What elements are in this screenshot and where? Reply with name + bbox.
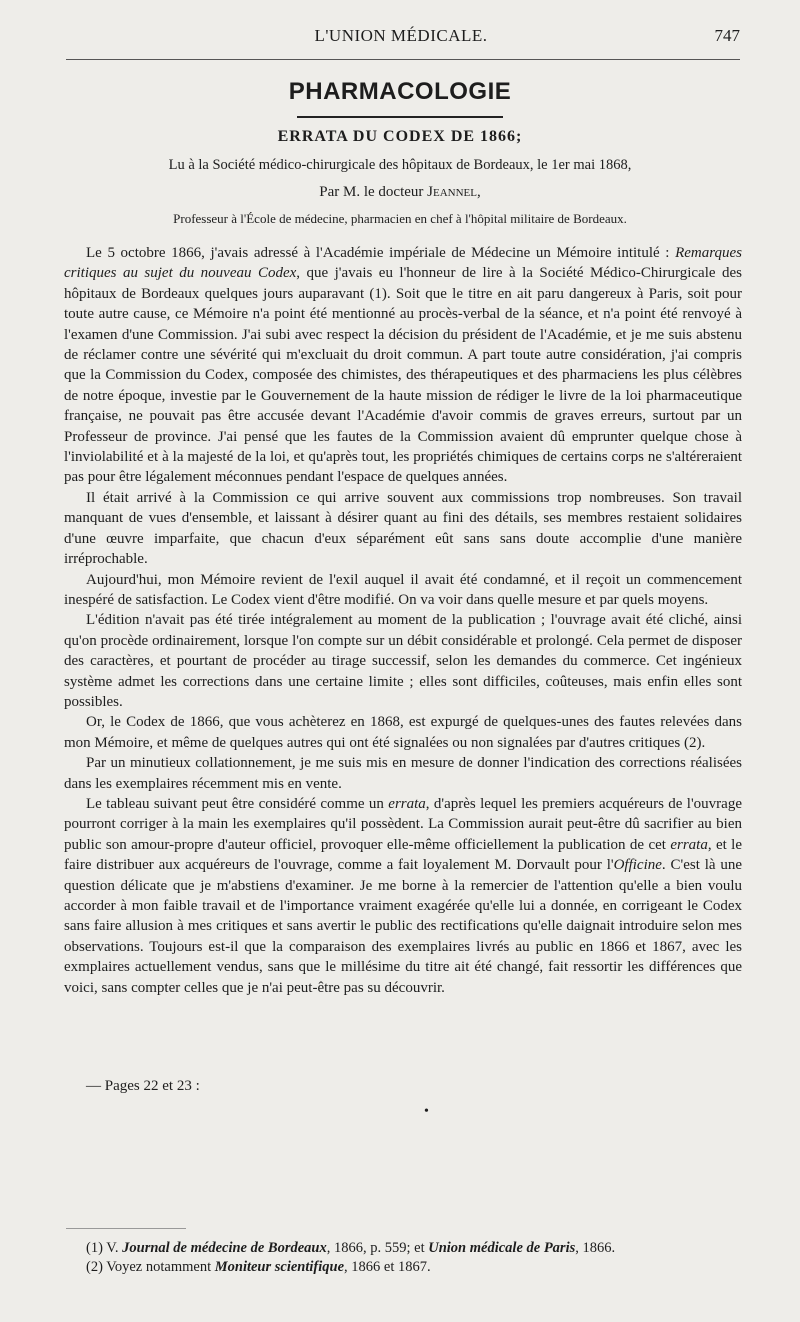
paragraph-4: L'édition n'avait pas été tirée intégralement au moment de la publication ; l'ouvrage avait été cliché, ainsi qu'on procède ordinairement, lorsque l'on compte sur un débit considérable et prolongé. Cela permet de disposer des caractères, et pourtant de procéder au tirage successif, selon les demandes du commerce. Cet ingénieux système admet les corrections dans une certaine limite ; elles sont difficiles, coûteuses, mais enfin elles sont possibles. <box>64 612 742 710</box>
running-head <box>62 26 740 50</box>
author-name: Jeannel, <box>427 184 481 200</box>
page-number: 747 <box>714 26 740 45</box>
paragraph-3: Aujourd'hui, mon Mémoire revient de l'exil auquel il avait été condamné, et il reçoit un commencement inespéré de satisfaction. Le Codex vient d'être modifié. On va voir dans quelle mesure et par quels moyens. <box>64 571 742 608</box>
paragraph-2: Il était arrivé à la Commission ce qui arrive souvent aux commissions trop nombreuses. Son travail manquant de vues d'ensemble, et laissant à désirer quant au fini des détails, ses membres restaient solidaires d'une œuvre imparfaite, que chacun d'eux séparément eût sans sans doute accomplie d'une manière irréprochable. <box>64 489 742 568</box>
section-title: PHARMACOLOGIE <box>288 78 512 105</box>
bullet-mark: • <box>424 1104 429 1119</box>
paragraph-7: Le tableau suivant peut être considéré comme un errata, d'après lequel les premiers acquéreurs de l'ouvrage pourront corriger à la main les exemplaires qu'il possèdent. La Commission aurait peut-être dû sacrifier au bien public son amour-propre d'auteur officiel, provoquer elle-même officiellement la publication de cet errata, et le faire distribuer aux acquéreurs de l'ouvrage, comme a fait loyalement M. Dorvault pour l'Officine. C'est là une question délicate que je m'abstiens d'examiner. Je me borne à la remercier de l'attention qu'elle a bien voulu accorder à mon faible travail et de l'importance vraiment exagérée qu'elle lui a donnée, en corrigeant le Codex sans faire allusion à mes critiques et sans avertir le public des rectifications qu'elle daignait introduire selon mes observations. Toujours est-il que la comparaison des exemplaires livrés au public en 1866 et 1867, avec les exmplaires actuellement vendus, sans que le millésime du titre ait été changé, fait ressortir les différences que voici, sans compter celles que je n'ai peut-être pas su découvrir. <box>64 795 742 996</box>
footnote-1: (1) V. Journal de médecine de Bordeaux, 1866, p. 559; et Union médicale de Paris, 1866. <box>86 1240 616 1256</box>
body-text <box>64 243 742 998</box>
footnote-2: (2) Voyez notamment Moniteur scientifique, 1866 et 1867. <box>86 1259 431 1275</box>
header-rule <box>66 59 740 60</box>
paragraph-1: Le 5 octobre 1866, j'avais adressé à l'Académie impériale de Médecine un Mémoire intitulé : Remarques critiques au sujet du nouveau Codex, que j'avais eu l'honneur de lire à la Société Médico-Chirurgicale des hôpitaux de Bordeaux quelques jours auparavant (1). Soit que le titre en ait paru dangereux à Paris, soit pour toute autre cause, ce Mémoire n'a point été mentionné au procès-verbal de la séance, et n'a point été renvoyé à l'examen d'une Commission. J'ai subi avec respect la décision du président de l'Académie, et je me suis abstenu de réclamer contre une sévérité qui m'excluait du droit commun. A part toute autre considération, j'ai compris que la Commission du Codex, composée des chimistes, des thérapeutiques et des pharmaciens les plus célèbres de notre époque, investie par le Gouvernement de la haute mission de rédiger le livre de la loi pharmaceutique française, ne pouvait pas être accusée devant l'Académie d'avoir commis de graves erreurs, surtout par un Professeur de province. J'ai pensé que les fautes de la Commission avaient dû emprunter quelque chose à l'inviolabilité et à la majesté de la loi, et qu'après tout, les propriétés chimiques de certains corps ne s'altéreraient pas pour être légalement méconnues pendant l'espace de quelques années. <box>64 245 742 486</box>
footnote-rule <box>66 1228 186 1229</box>
footnotes <box>86 1239 736 1277</box>
paragraph-6: Par un minutieux collationnement, je me suis mis en mesure de donner l'indication des corrections réalisées dans les exemplaires récemment mis en vente. <box>64 755 742 792</box>
author-line <box>0 184 800 201</box>
title-rule <box>297 116 503 118</box>
paragraph-5: Or, le Codex de 1866, que vous achèterez en 1868, est expurgé de quelques-unes des fautes relevées dans mon Mémoire, et même de quelques autres qui ont été signalées ou non signalées par d'autres critiques (2). <box>64 714 742 751</box>
journal-title: L'UNION MÉDICALE. <box>314 26 488 45</box>
article-title: ERRATA DU CODEX DE 1866; <box>277 128 523 145</box>
pages-reference: — Pages 22 et 23 : <box>86 1078 200 1094</box>
author-prefix: Par M. le docteur <box>319 184 424 200</box>
affiliation-line: Professeur à l'École de médecine, pharmacien en chef à l'hôpital militaire de Bordeaux. <box>173 211 627 226</box>
read-line: Lu à la Société médico-chirurgicale des hôpitaux de Bordeaux, le 1er mai 1868, <box>168 157 632 173</box>
